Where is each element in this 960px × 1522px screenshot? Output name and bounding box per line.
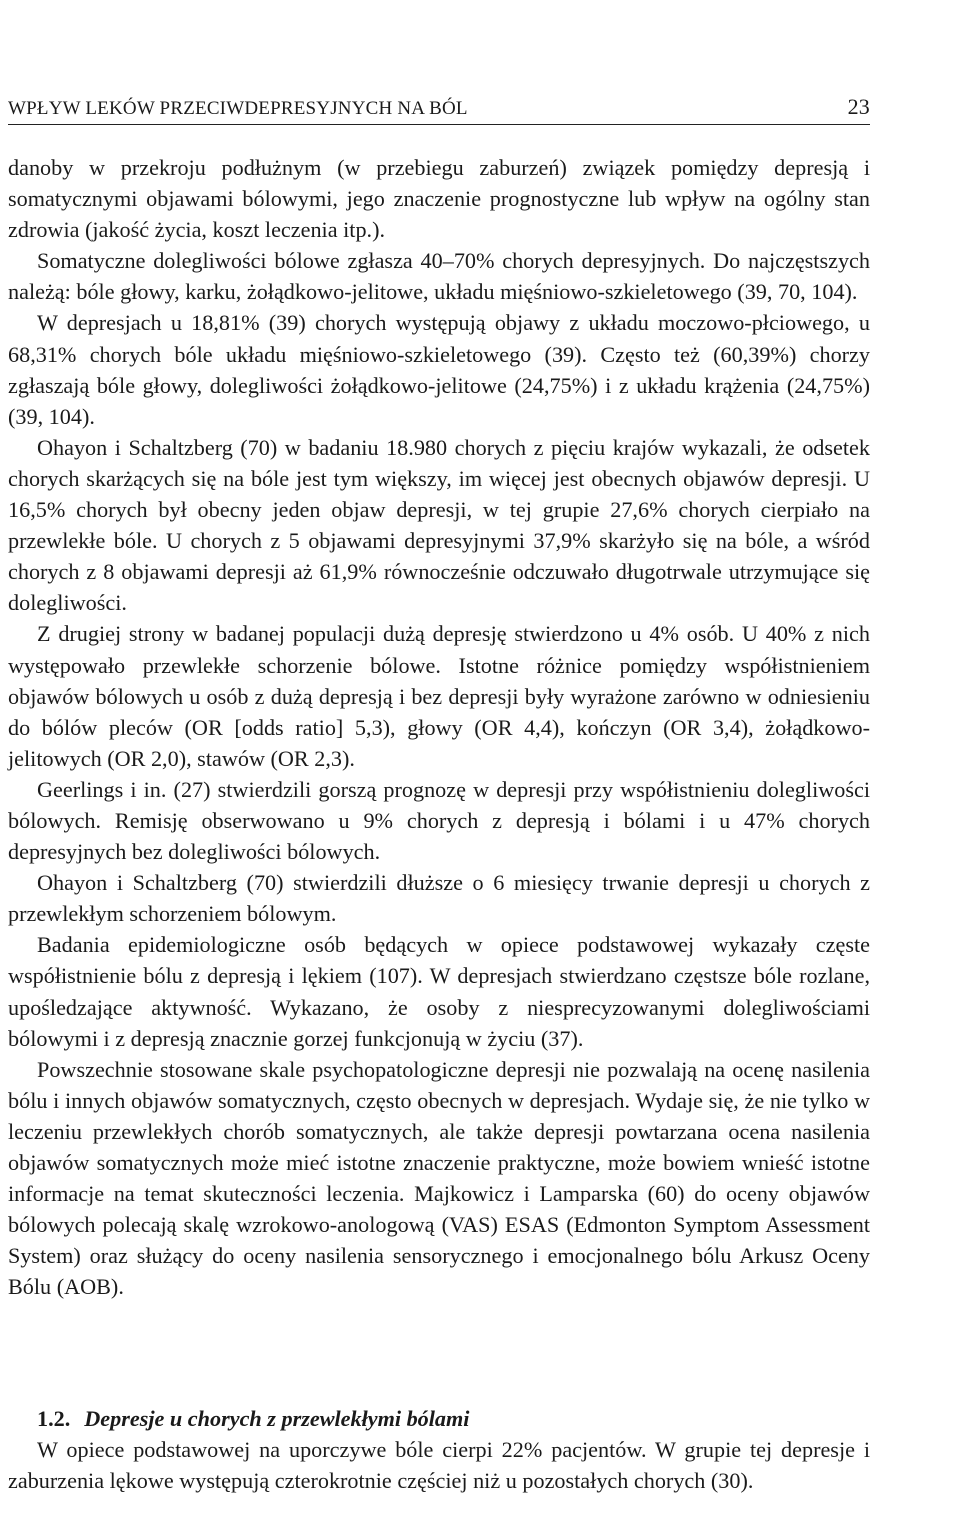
paragraph: Badania epidemiologiczne osób będących w opiece podstawowej wykazały częste współistnienie bólu z depresją i lękiem (107). W depresjach stwierdzano częstsze bóle rozlane, upośledzające aktywność. Wykazano, że osoby z niesprecyzowanymi dolegliwościami bólowymi i z depresją znacznie gorzej funkcjonują w życiu (37). bbox=[8, 932, 870, 1051]
paragraph: Z drugiej strony w badanej populacji dużą depresję stwierdzono u 4% osób. U 40% z nich występowało przewlekłe schorzenie bólowe. Istotne różnice pomiędzy współistnieniem objawów bólowych u osób z dużą depresją i bez depresji były wyrażone zarówno w odniesieniu do bólów pleców (OR [odds ratio] 5,3), głowy (OR 4,4), kończyn (OR 3,4), żołądkowo-jelitowych (OR 2,0), stawów (OR 2,3). bbox=[8, 621, 870, 771]
page-number: 23 bbox=[847, 94, 870, 119]
paragraph-continuation: danoby w przekroju podłużnym (w przebiegu zaburzeń) związek pomiędzy depresją i somatycznymi objawami bólowymi, jego znaczenie prognostyczne lub wpływ na ogólny stan zdrowia (jakość życia, koszt leczenia itp.). bbox=[8, 155, 870, 243]
paragraph: W depresjach u 18,81% (39) chorych występują objawy z układu moczowo-płciowego, u 68,31% chorych bóle układu mięśniowo-szkieletowego (39). Często też (60,39%) chorzy zgłaszają bóle głowy, dolegliwości żołądkowo-jelitowe (24,75%) i z układu krążenia (24,75%) (39, 104). bbox=[8, 310, 870, 429]
paragraph: Ohayon i Schaltzberg (70) stwierdzili dłuższe o 6 miesięcy trwanie depresji u chorych z przewlekłym schorzeniem bólowym. bbox=[8, 870, 870, 927]
section-number: 1.2. bbox=[37, 1406, 71, 1431]
paragraph: Geerlings i in. (27) stwierdzili gorszą prognozę w depresji przy współistnieniu dolegliwości bólowych. Remisję obserwowano u 9% chorych z depresją i bólami i u 47% chorych depresyjnych bez dolegliwości bólowych. bbox=[8, 776, 870, 865]
section-title: Depresje u chorych z przewlekłymi bólami bbox=[84, 1406, 470, 1431]
paragraph: Ohayon i Schaltzberg (70) w badaniu 18.980 chorych z pięciu krajów wykazali, że odsetek chorych skarżących się na bóle jest tym większy, im więcej jest obecnych objawów depresji. U 16,5% chorych był obecny jeden objaw depresji, w tej grupie 27,6% chorych cierpiało na przewlekłe bóle. U chorych z 5 objawami depresyjnymi 37,9% skarżyło się na bóle, a wśród chorych z 8 objawami depresji aż 61,9% równocześnie odczuwało długotrwale utrzymujące się dolegliwości. bbox=[8, 434, 870, 616]
running-title: WPŁYW LEKÓW PRZECIWDEPRESYJNYCH NA BÓL bbox=[8, 98, 468, 119]
body-text bbox=[8, 152, 870, 1302]
section-paragraph: W opiece podstawowej na uporczywe bóle cierpi 22% pacjentów. W grupie tej depresje i zaburzenia lękowe występują czterokrotnie częściej niż u pozostałych chorych (30). bbox=[8, 1437, 870, 1494]
section-heading bbox=[37, 1403, 870, 1434]
running-header bbox=[8, 96, 870, 125]
section-1-2 bbox=[8, 1403, 870, 1496]
paragraph: Powszechnie stosowane skale psychopatologiczne depresji nie pozwalają na ocenę nasilenia bólu i innych objawów somatycznych, często obecnych w depresjach. Wydaje się, że nie tylko w leczeniu przewlekłych chorób somatycznych, ale także depresji powtarzana ocena nasilenia objawów somatycznych może mieć istotne znaczenie praktyczne, może bowiem wnieść istotne informacje na temat skuteczności leczenia. Majkowicz i Lamparska (60) do oceny objawów bólowych polecają skalę wzrokowo-anologową (VAS) ESAS (Edmonton Symptom Assessment System) oraz służący do oceny nasilenia sensorycznego i emocjonalnego bólu Arkusz Oceny Bólu (AOB). bbox=[8, 1056, 870, 1300]
paragraph: Somatyczne dolegliwości bólowe zgłasza 40–70% chorych depresyjnych. Do najczęstszych należą: bóle głowy, karku, żołądkowo-jelitowe, układu mięśniowo-szkieletowego (39, 70, 104). bbox=[8, 248, 870, 305]
